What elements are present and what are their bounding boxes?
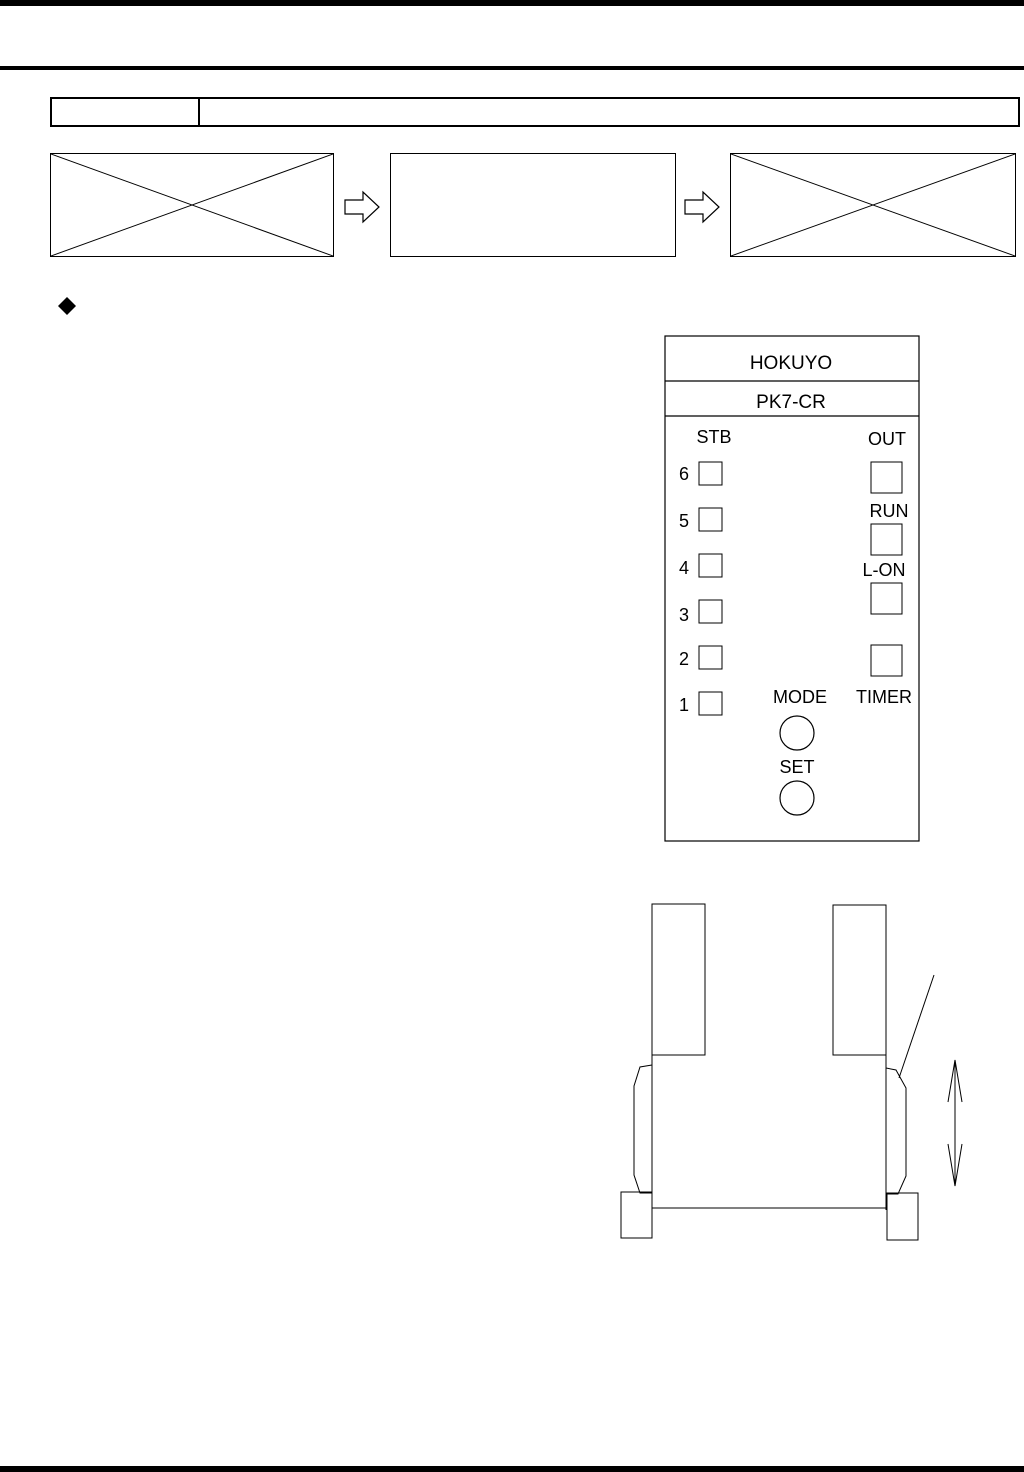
flow-box-3-placeholder — [730, 153, 1016, 257]
bottom-rule — [0, 1466, 1024, 1472]
diamond-bullet-icon — [58, 297, 76, 315]
left-foot — [621, 1192, 652, 1238]
mode-label: MODE — [773, 687, 827, 707]
timer-label: TIMER — [856, 687, 912, 707]
mode-button[interactable] — [780, 716, 814, 750]
flow-box-1-placeholder — [50, 153, 334, 257]
header-rule — [0, 66, 1024, 70]
stb-indicator-2 — [699, 646, 722, 669]
lon-indicator — [871, 583, 902, 614]
lon-label: L-ON — [862, 560, 906, 580]
controller-front-panel — [664, 335, 920, 843]
panel-model: PK7-CR — [756, 392, 826, 413]
set-button[interactable] — [780, 781, 814, 815]
panel-brand: HOKUYO — [749, 353, 833, 374]
stb-number: 1 — [678, 695, 690, 715]
timer-indicator — [871, 645, 902, 676]
stb-indicator-1 — [699, 692, 722, 715]
right-foot — [887, 1193, 918, 1240]
out-indicator — [871, 462, 902, 493]
stb-label: STB — [696, 427, 732, 447]
out-label: OUT — [868, 429, 906, 449]
set-label: SET — [779, 757, 815, 777]
run-indicator — [871, 524, 902, 555]
stb-number: 6 — [678, 464, 690, 484]
flow-arrow-icon — [683, 190, 721, 224]
left-connector — [652, 904, 705, 1055]
stb-number: 4 — [678, 558, 690, 578]
header-table-label-cell — [52, 99, 200, 125]
stb-indicator-3 — [699, 600, 722, 623]
top-rule — [0, 0, 1024, 6]
run-label: RUN — [869, 501, 909, 521]
stb-indicator-4 — [699, 554, 722, 577]
header-table — [50, 97, 1020, 127]
stb-indicator-5 — [699, 508, 722, 531]
flow-box-2 — [390, 153, 676, 257]
stb-number: 3 — [678, 605, 690, 625]
mounting-side-view-drawing — [600, 890, 980, 1250]
stb-number: 5 — [678, 511, 690, 531]
stb-number: 2 — [678, 649, 690, 669]
stb-indicator-6 — [699, 462, 722, 485]
flow-arrow-icon — [343, 190, 381, 224]
right-connector — [833, 905, 886, 1055]
